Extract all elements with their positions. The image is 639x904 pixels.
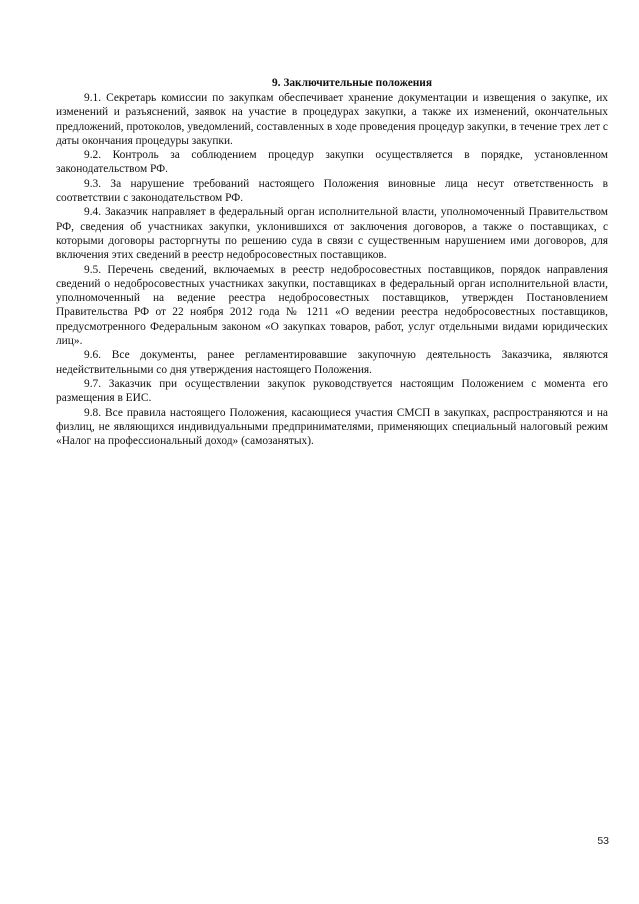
paragraph-9-8: 9.8. Все правила настоящего Положения, касающиеся участия СМСП в закупках, распространяются и на физлиц, не являющихся индивидуальными предпринимателями, применяющих специальный налоговый режим «Налог на профессиональный доход» (самозанятых).: [56, 406, 608, 448]
section-heading: 9. Заключительные положения: [271, 77, 433, 89]
paragraph-9-1: 9.1. Секретарь комиссии по закупкам обеспечивает хранение документации и извещения о закупке, их изменений и разъяснений, заявок на участие в процедурах закупки, а также их изменений, окончательных предложений, протоколов, уведомлений, составленных в ходе проведения процедур закупки, в течение трех лет с даты окончания процедуры закупки.: [56, 92, 608, 147]
paragraph-9-3: 9.3. За нарушение требований настоящего Положения виновные лица несут ответственность в соответствии с законодательством РФ.: [56, 177, 608, 205]
paragraph-9-7: 9.7. Заказчик при осуществлении закупок руководствуется настоящим Положением с момента его размещения в ЕИС.: [56, 377, 608, 405]
paragraph-9-6: 9.6. Все документы, ранее регламентировавшие закупочную деятельность Заказчика, являются недействительными со дня утверждения настоящего Положения.: [56, 349, 608, 376]
paragraph-9-4: 9.4. Заказчик направляет в федеральный орган исполнительной власти, уполномоченный Правительством РФ, сведения об участниках закупки, уклонившихся от заключения договоров, а также о поставщиках, с которыми договоры расторгнуты по решению суда в связи с существенным нарушением ими договоров, для включения этих сведений в реестр недобросовестных поставщиков.: [56, 206, 608, 262]
page-number: 53: [597, 835, 609, 847]
paragraph-9-2: 9.2. Контроль за соблюдением процедур закупки осуществляется в порядке, установленном законодательством РФ.: [56, 149, 608, 176]
document-page: [56, 75, 608, 448]
paragraph-9-5: 9.5. Перечень сведений, включаемых в реестр недобросовестных поставщиков, порядок направления сведений о недобросовестных участниках закупки, поставщиках в федеральный орган исполнительной власти, уполномоченный на ведение реестра недобросовестных поставщиков, утвержден Постановлением Правительства РФ от 22 ноября 2012 года № 1211 «О ведении реестра недобросовестных поставщиков, предусмотренного Федеральным законом «О закупках товаров, работ, услуг отдельными видами юридических лиц».: [56, 263, 608, 348]
